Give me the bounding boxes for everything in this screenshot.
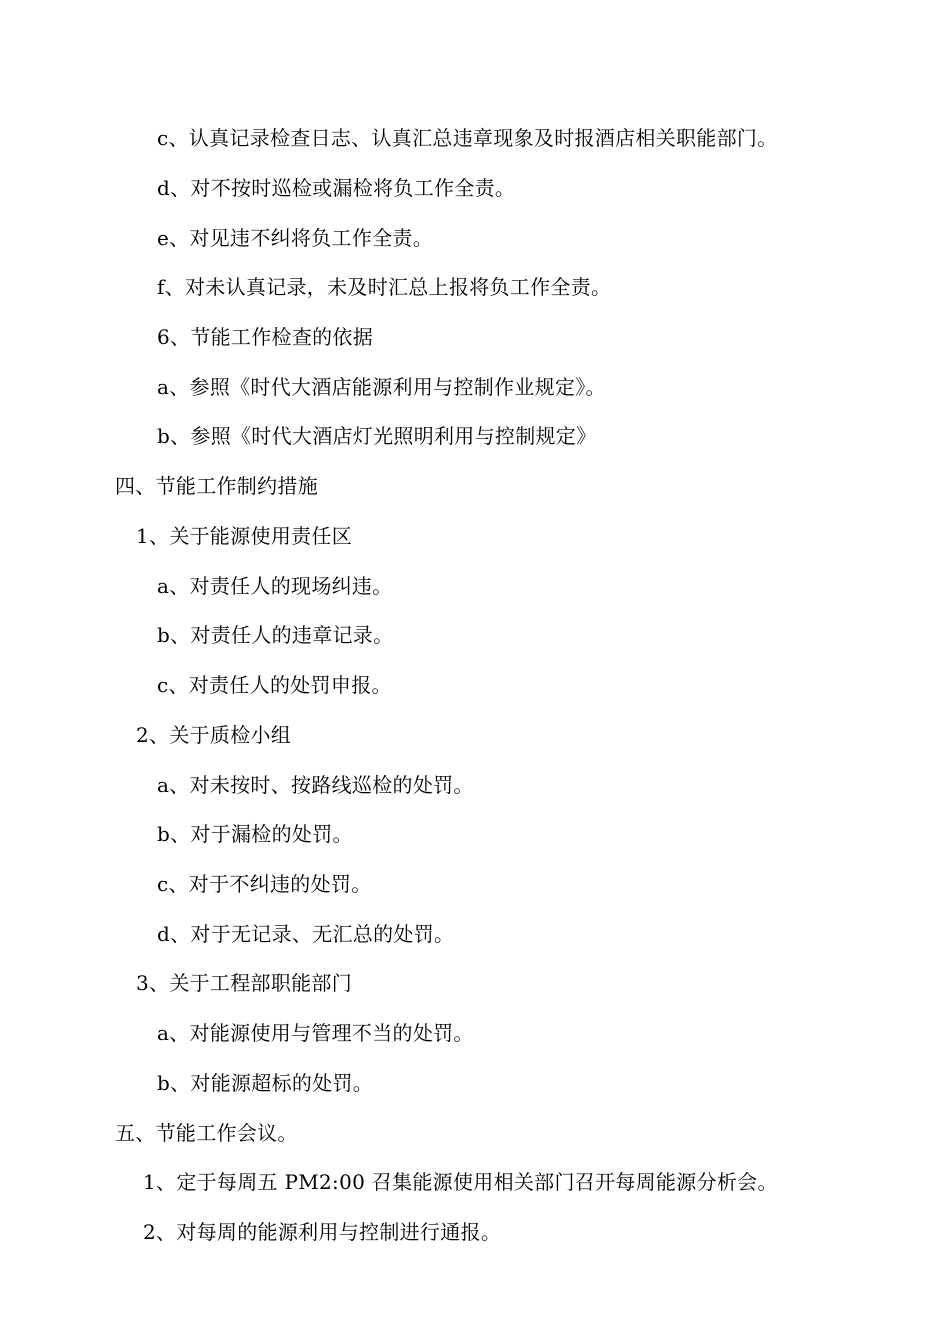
subheading-3-engineering-dept: 3、关于工程部职能部门 [136,971,353,995]
item-a-mismanagement-penalty: a、对能源使用与管理不当的处罚。 [157,1021,474,1045]
item-b-lighting-regulation: b、参照《时代大酒店灯光照明利用与控制规定》 [157,424,597,448]
section-heading-4-restraint-measures: 四、节能工作制约措施 [115,474,318,498]
item-e-no-correction-liability: e、对见违不纠将负工作全责。 [157,226,434,250]
item-c-no-correction-penalty: c、对于不纠违的处罚。 [157,872,372,896]
item-a-onsite-correction: a、对责任人的现场纠违。 [157,574,393,598]
item-f-no-record-liability: f、对未认真记录，未及时汇总上报将负工作全责。 [157,275,612,299]
subheading-1-responsibility-zone: 1、关于能源使用责任区 [136,524,353,548]
item-b-violation-record: b、对责任人的违章记录。 [157,623,394,647]
item-c-record-inspection-log: c、认真记录检查日志、认真汇总违章现象及时报酒店相关职能部门。 [157,126,778,150]
item-b-overuse-penalty: b、对能源超标的处罚。 [157,1071,374,1095]
item-d-no-patrol-liability: d、对不按时巡检或漏检将负工作全责。 [157,176,516,200]
meeting-item-1-weekly-analysis: 1、定于每周五 PM2:00 召集能源使用相关部门召开每周能源分析会。 [143,1170,778,1194]
meeting-item-2-weekly-report: 2、对每周的能源利用与控制进行通报。 [143,1220,502,1244]
section-heading-5-meetings: 五、节能工作会议。 [115,1121,298,1145]
item-a-late-patrol-penalty: a、对未按时、按路线巡检的处罚。 [157,773,474,797]
subheading-6-inspection-basis: 6、节能工作检查的依据 [157,325,374,349]
item-b-missed-check-penalty: b、对于漏检的处罚。 [157,822,353,846]
item-a-energy-regulation: a、参照《时代大酒店能源利用与控制作业规定》。 [157,375,606,399]
item-d-no-record-penalty: d、对于无记录、无汇总的处罚。 [157,922,455,946]
item-c-penalty-report: c、对责任人的处罚申报。 [157,673,392,697]
subheading-2-qc-team: 2、关于质检小组 [136,723,292,747]
